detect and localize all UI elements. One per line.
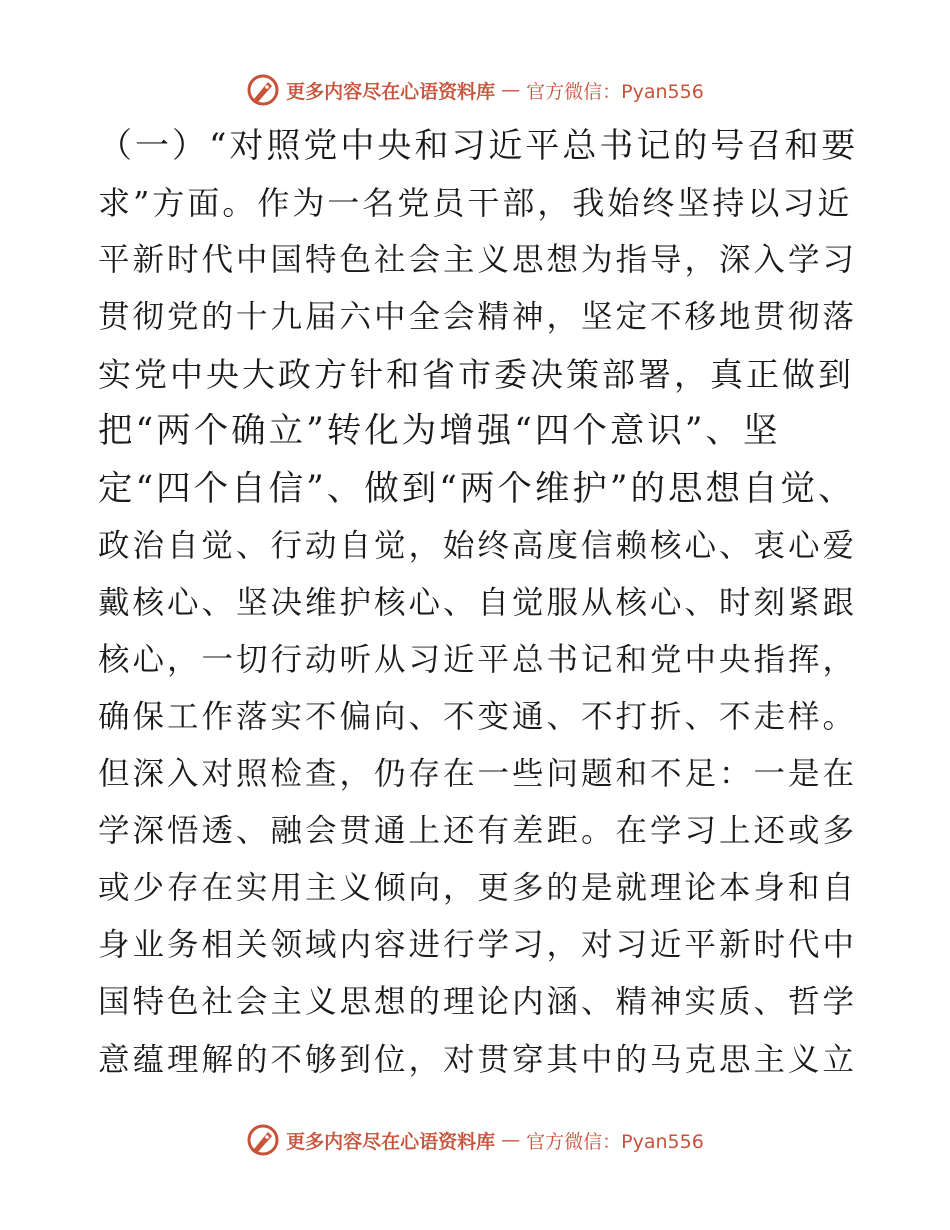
document-body — [98, 118, 858, 1089]
body-line: 学深悟透、融会贯通上还有差距。在学习上还或多 — [98, 813, 858, 850]
body-line: 政治自觉、行动自觉，始终高度信赖核心、衷心爱 — [98, 527, 858, 564]
body-line: 意蕴理解的不够到位，对贯穿其中的马克思主义立 — [98, 1041, 858, 1078]
body-line: 定“四个自信”、做到“两个维护”的思想自觉、 — [98, 468, 856, 509]
body-line: 贯彻党的十九届六中全会精神，坚定不移地贯彻落 — [98, 299, 858, 336]
body-line: 确保工作落实不偏向、不变通、不打折、不走样。 — [98, 698, 858, 735]
footer-banner-separator: — — [501, 1129, 521, 1151]
footer-banner-text: 更多内容尽在心语资料库 — [286, 1130, 496, 1153]
footer-banner — [0, 1120, 950, 1160]
body-line: 核心，一切行动听从习近平总书记和党中央指挥， — [98, 641, 858, 678]
header-banner-separator: — — [501, 79, 521, 101]
body-line: （一）“对照党中央和习近平总书记的号召和要 — [98, 126, 859, 166]
body-line: 身业务相关领域内容进行学习，对习近平新时代中 — [98, 927, 858, 964]
footer-banner-contact: 官方微信：Pyan556 — [526, 1130, 704, 1153]
body-line: 国特色社会主义思想的理论内涵、精神实质、哲学 — [98, 984, 858, 1021]
body-line: 实党中央大政方针和省市委决策部署，真正做到 — [98, 355, 854, 395]
header-banner-text: 更多内容尽在心语资料库 — [286, 80, 496, 103]
body-line: 或少存在实用主义倾向，更多的是就理论本身和自 — [98, 870, 858, 907]
body-line: 求”方面。作为一名党员干部，我始终坚持以习近 — [98, 184, 853, 223]
pen-nib-logo-icon — [246, 73, 280, 107]
header-banner-contact: 官方微信：Pyan556 — [526, 80, 704, 103]
body-line: 把“两个确立”转化为增强“四个意识”、坚 — [98, 411, 781, 452]
body-line: 平新时代中国特色社会主义思想为指导，深入学习 — [98, 242, 858, 279]
header-banner — [0, 70, 950, 110]
body-line: 但深入对照检查，仍存在一些问题和不足：一是在 — [98, 756, 858, 793]
body-line: 戴核心、坚决维护核心、自觉服从核心、时刻紧跟 — [98, 584, 858, 621]
pen-nib-logo-icon — [246, 1123, 280, 1157]
